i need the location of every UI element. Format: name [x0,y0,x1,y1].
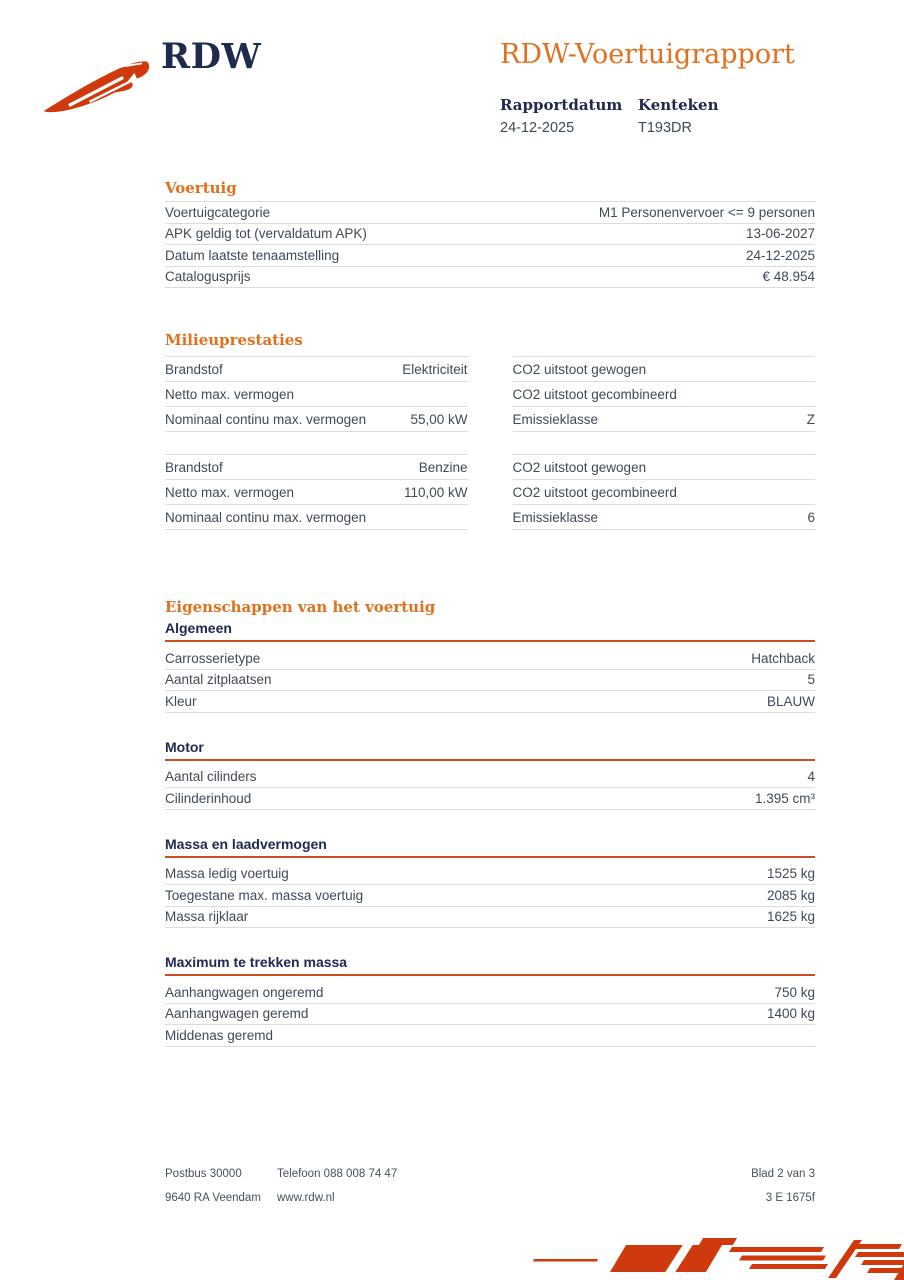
row-label: Emissieklasse [512,411,599,427]
section-milieuprestaties [165,331,815,530]
table-row [513,479,816,504]
footer-address-line1: Postbus 30000 [165,1168,242,1180]
footer-phone: Telefoon 088 008 74 47 [277,1168,398,1180]
row-value: 4 [807,769,815,785]
subsection-title: Massa en laadvermogen [165,836,815,858]
table-row [165,504,468,530]
row-label: Aanhangwagen ongeremd [165,984,324,1000]
license-plate [638,96,776,136]
fuel-block-right-column [513,356,816,432]
row-label: Catalogusprijs [165,269,251,285]
report-date [500,96,638,136]
license-plate-label: Kenteken [638,95,719,114]
row-value: Hatchback [751,650,815,666]
row-label: Carrosserietype [165,650,261,666]
row-value: 24-12-2025 [745,247,815,263]
row-value: 1400 kg [766,1006,815,1022]
fuel-block-left-column [165,356,468,432]
row-label: Cilinderinhoud [165,790,252,806]
row-label: Aantal zitplaatsen [165,672,272,688]
row-value: 5 [807,672,815,688]
row-value: 6 [807,509,815,525]
table-row [165,907,815,929]
section-voertuig [165,179,815,288]
table-row [513,356,816,381]
page-footer [165,1168,815,1204]
section-heading: Eigenschappen van het voertuig [165,598,436,616]
page-title: RDW-Voertuigrapport [500,39,795,70]
report-body [165,179,815,1047]
table-row [165,885,815,907]
section-heading: Voertuig [165,179,237,197]
table-row [165,691,815,713]
subsection-title: Motor [165,739,815,761]
report-date-label: Rapportdatum [500,95,623,114]
footer-address-line2: 9640 RA Veendam [165,1192,261,1204]
row-value: 55,00 kW [410,411,468,427]
subsection-title: Algemeen [165,620,815,642]
row-value: 750 kg [774,984,815,1000]
table-row [165,244,815,266]
table-row [165,864,815,886]
row-label: Netto max. vermogen [165,484,295,500]
row-value: Benzine [418,459,468,475]
table-row [165,454,468,479]
row-value: € 48.954 [762,269,815,285]
table-row [165,356,468,381]
row-value: 1625 kg [766,909,815,925]
row-value: BLAUW [766,693,815,709]
table-row [165,982,815,1004]
subsection-motor [165,739,815,810]
row-value: 110,00 kW [403,484,468,500]
table-row [165,788,815,810]
table-row [513,381,816,406]
license-plate-value: T193DR [638,119,692,136]
row-label: APK geldig tot (vervaldatum APK) [165,226,367,242]
footer-website: www.rdw.nl [277,1192,335,1204]
row-value: 1.395 cm³ [754,790,815,806]
rdw-wing-icon [40,54,154,114]
table-row [165,406,468,432]
row-label: Brandstof [165,361,223,377]
table-row [165,381,468,406]
footer-page-indicator: Blad 2 van 3 [751,1168,815,1180]
rdw-wordmark: RDW [161,36,262,77]
row-label: Emissieklasse [512,509,599,525]
row-label: Brandstof [165,459,223,475]
row-label: CO2 uitstoot gecombineerd [512,484,677,500]
voertuig-table [165,201,815,288]
subsection-title: Maximum te trekken massa [165,954,815,976]
row-value: 2085 kg [766,887,815,903]
row-value: M1 Personenvervoer <= 9 personen [598,204,815,220]
table-row [165,223,815,245]
report-date-value: 24-12-2025 [500,119,575,136]
row-label: Aantal cilinders [165,769,257,785]
row-label: Voertuigcategorie [165,204,271,220]
footer-form-code: 3 E 1675f [765,1192,815,1204]
subsection-table [165,767,815,810]
subsection-table [165,648,815,713]
subsection-maximum-te-trekken-massa [165,954,815,1047]
row-label: Middenas geremd [165,1027,274,1043]
fuel-block-left-column [165,454,468,530]
row-value: 13-06-2027 [745,226,815,242]
row-label: CO2 uitstoot gecombineerd [512,386,677,402]
row-label: Massa rijklaar [165,909,249,925]
section-eigenschappen [165,598,815,1047]
report-meta [500,96,840,136]
table-row [165,1025,815,1047]
table-row [513,504,816,530]
row-label: Netto max. vermogen [165,386,295,402]
table-row [513,454,816,479]
row-value: Z [806,411,815,427]
row-label: CO2 uitstoot gewogen [512,361,647,377]
document-header [500,40,840,136]
subsection-algemeen [165,620,815,713]
subsection-massa-en-laadvermogen [165,836,815,929]
row-label: Kleur [165,693,197,709]
row-label: Datum laatste tenaamstelling [165,247,340,263]
table-row [165,767,815,789]
row-label: CO2 uitstoot gewogen [512,459,647,475]
row-label: Nominaal continu max. vermogen [165,509,367,525]
row-value: Elektriciteit [402,361,468,377]
table-row [165,266,815,289]
row-label: Toegestane max. massa voertuig [165,887,364,903]
fuel-block-petrol [165,454,815,530]
table-row [165,479,468,504]
subsection-table [165,864,815,929]
table-row [165,670,815,692]
subsection-table [165,982,815,1047]
row-value: 1525 kg [766,866,815,882]
row-label: Aanhangwagen geremd [165,1006,309,1022]
row-label: Massa ledig voertuig [165,866,289,882]
section-heading: Milieuprestaties [165,331,303,349]
table-row [165,648,815,670]
row-label: Nominaal continu max. vermogen [165,411,367,427]
table-row [165,201,815,223]
fuel-block-right-column [513,454,816,530]
rdw-stripes-icon [532,1238,904,1280]
table-row [165,1004,815,1026]
fuel-block-electric [165,356,815,432]
table-row [513,406,816,432]
